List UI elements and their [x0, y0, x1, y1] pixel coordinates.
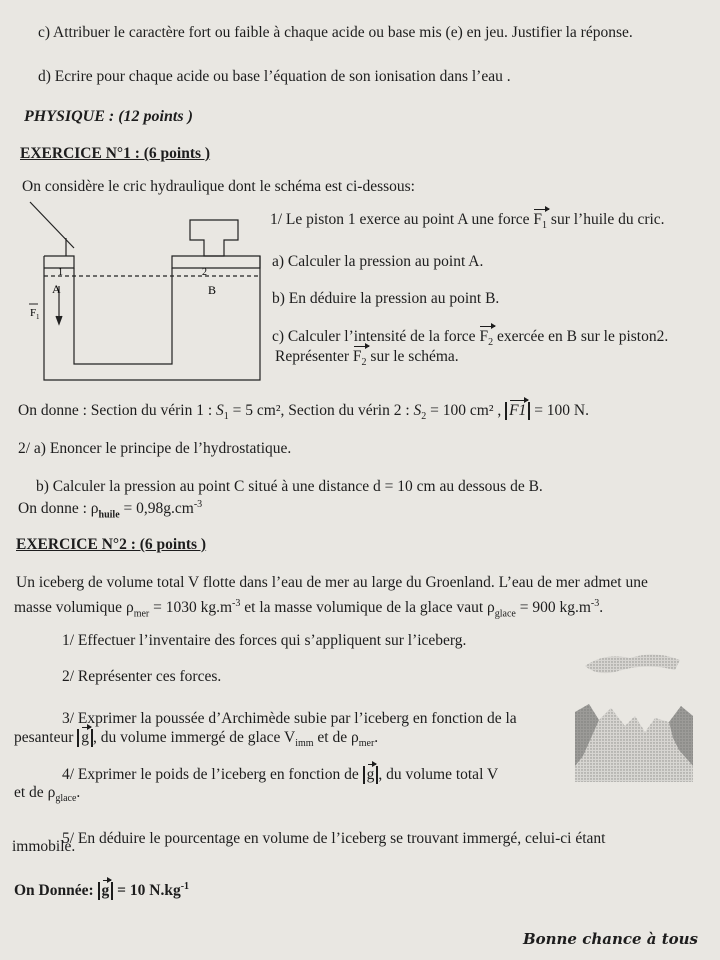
- g-vector: g: [81, 729, 90, 746]
- ex1-qc2: Représenter $F_2$ sur le schéma.: [275, 348, 459, 372]
- ex2-q5-line2: immobile.: [12, 838, 76, 855]
- f2-vector: $F_2$: [479, 328, 493, 352]
- ex1-qa: a) Calculer la pression au point A.: [272, 253, 484, 270]
- ex2-q5-line1: 5/ En déduire le pourcentage en volume de l’iceberg se trouvant immergé, celui-ci étant: [62, 830, 606, 847]
- ex2-q4-line1: 4/ Exprimer le poids de l’iceberg en fonction de g , du volume total V: [62, 766, 499, 783]
- ex2-donnee: On Donnée: g = 10 $N.kg^{-1}$: [14, 881, 190, 900]
- label-force-sub: 1: [36, 313, 40, 321]
- ex1-qc: c) Calculer l’intensité de la force $F_2$ exercée en B sur le piston2.: [272, 328, 668, 352]
- ex1-q1: 1/ Le piston 1 exerce au point A une force $F_1$ sur l’huile du cric.: [270, 211, 665, 235]
- label-force-f: F: [30, 307, 37, 319]
- ex2-q4-line2: et de $\rho_{glace}$.: [14, 784, 81, 805]
- ex1-qb: b) En déduire la pression au point B.: [272, 290, 500, 307]
- ex1-donne: On donne : Section du vérin 1 : $S_1 = 5$ cm², Section du vérin 2 : $S_2 = 100$ cm² , F1 = 100 N.: [18, 402, 589, 423]
- question-c: c) Attribuer le caractère fort ou faible à chaque acide ou base mis (e) en jeu. Justifier la réponse.: [38, 24, 633, 41]
- label-point-a: A: [52, 282, 61, 296]
- ex2-p1: Un iceberg de volume total V flotte dans l’eau de mer au large du Groenland. L’eau de mer admet une: [16, 574, 648, 591]
- label-point-b: B: [208, 283, 217, 297]
- question-d: d) Ecrire pour chaque acide ou base l’équation de son ionisation dans l’eau .: [38, 68, 511, 85]
- ex1-intro: On considère le cric hydraulique dont le schéma est ci-dessous:: [22, 178, 415, 195]
- ex2-q3-line1: 3/ Exprimer la poussée d’Archimède subie par l’iceberg en fonction de la: [62, 710, 517, 727]
- ex1-q2b: b) Calculer la pression au point C situé à une distance d = 10 cm au dessous de B.: [36, 478, 543, 495]
- g-vector-3: g: [101, 882, 110, 900]
- hydraulic-jack-diagram: [18, 198, 268, 383]
- g-vector-2: g: [366, 766, 375, 783]
- ex1-q2a: 2/ a) Enoncer le principe de l’hydrostatique.: [18, 440, 292, 457]
- signature: Bonne chance à tous: [522, 930, 698, 948]
- ex2-title: EXERCICE N°2 : (6 points ): [16, 536, 207, 553]
- ex2-p2: masse volumique $\rho_{mer} = 1030$ $kg.m^{-3}$ et la masse volumique de la glace vaut $\rho_{glace} = 900$ $kg.m^{-3}$.: [14, 598, 604, 620]
- ex2-q2: 2/ Représenter ces forces.: [62, 668, 222, 685]
- physique-title: PHYSIQUE : (12 points ): [24, 108, 193, 125]
- f1-norm: F1: [509, 402, 527, 419]
- ex1-donne2: On donne : $\rho_{huile} = 0,98g.cm^{-3}$: [18, 499, 203, 521]
- f1-vector: $F_1$: [533, 211, 547, 235]
- iceberg-image: [575, 646, 693, 782]
- ex2-q1: 1/ Effectuer l’inventaire des forces qui s’appliquent sur l’iceberg.: [62, 632, 467, 649]
- label-piston2: 2: [202, 267, 207, 278]
- ex1-title: EXERCICE N°1 : (6 points ): [20, 145, 211, 162]
- ex2-q3-line2: pesanteur g , du volume immergé de glace $V_{imm}$ et de $\rho_{mer}$.: [14, 729, 379, 750]
- label-piston1: 1: [58, 267, 63, 278]
- f2-vector-2: $F_2$: [353, 348, 367, 372]
